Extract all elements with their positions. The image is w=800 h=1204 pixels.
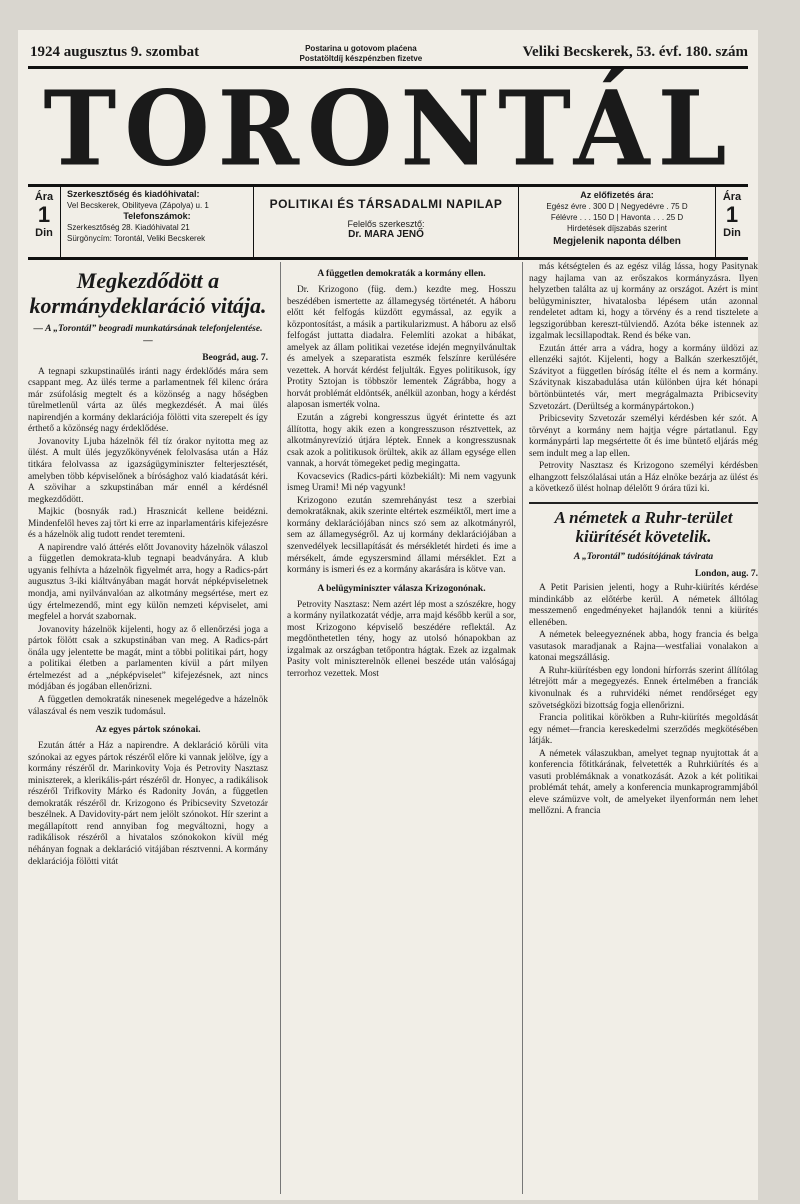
postal-note-line: Postarina u gotovom plaćena [305, 44, 417, 53]
divider [529, 502, 758, 504]
article-byline: A „Torontál” tudósítójának távirata [573, 551, 714, 562]
price-value: 1 [725, 202, 739, 227]
editor-label: Felelős szerkesztő: [347, 219, 425, 229]
paragraph: A független demokraták ninesenek megelégedve a házelnök válaszával és nem veszik tudomásul. [28, 694, 268, 717]
price-value: 1 [37, 202, 51, 227]
office-info [61, 187, 254, 257]
paragraph: Pribicsevity Szvetozár személyi kérdésben kér szót. A törvényt a kormány nem hajtja végre pártatlanul. Egy kormánypárti lap megsértette őt és ime büntető eljárás még sem indult meg a lap ellen. [529, 414, 758, 459]
column-1 [28, 262, 268, 1194]
paragraph: Jovanovity házelnök kijelenti, hogy az ő ellenőrzési joga a pártok fölött csak a szkupstinában van meg. A Radics-párt önála ugy jelentette be magát, mint a többi politikai párt, hogy a politikai életben a parlamenten kívül a párt milyen értelmezést ad a „népképviselet” kifejezésnek, azt nincs módjában és jogában ellenőrizni. [28, 624, 268, 693]
postal-note-line: Postatöltdíj készpénzben fizetve [299, 54, 423, 63]
paragraph: más kétségtelen és az egész világ lássa, hogy Pasitynak nagy hajlama van az erőszakos kormányzásra. Ilyen helyzetben találta az uj kormány az országot. Azért is mint belügyminiszter, hivatalosba lépésem után azonnal rendeletet adtam ki, hogy a törvény és a rend tisztelete a legszigorúbban kereszt-tülviendő. Azóta béke istennek az izgalmak lecsillapodtak. Rend és béke van. [529, 262, 758, 342]
info-bar [28, 184, 748, 260]
paper-subtitle [254, 187, 519, 257]
paragraph: Petrovity Nasztasz: Nem azért lép most a szószékre, hogy a kormány nyilatkozatát védje, arra majd később kerül a sor, most Krizogono képviselő beszédére reflektál. Az megdönthetetlen tény, hogy az utolsó hónapokban az izgalmak az országban tetőpontra hágtak. Ezek az izgalmak Pasity volt miniszterelnök ellenei beszéde után valóságaj terrorhoz vezettek. Most [287, 599, 516, 679]
issue-date: 1924 augusztus 9. szombat [30, 44, 200, 60]
masthead-title: TORONTÁL [43, 69, 735, 190]
ads-note: Hirdetések díjszabás szerint [566, 224, 668, 233]
paragraph: A Petit Parisien jelenti, hogy a Ruhr-kiürítés kérdése mindinkább az előtérbe kerül. A németek álltólag messzemenő engedményeket hajlandók tenni a kiürítés ellenében. [529, 583, 758, 628]
paragraph: Petrovity Nasztasz és Krizogono személyi kérdésben elhangzott felszólalásai után a Ház elnöke bezárja az ülést és a következő ülést holnap délelőtt 9 órára tűzi ki. [529, 461, 758, 495]
article-headline: A németek a Ruhr-terület kiürítését követelik. [554, 507, 733, 546]
subscription-line: Félévre . . . 150 D | Havonta . . . 25 D [550, 213, 684, 222]
office-heading: Szerkesztőség és kiadóhivatal: [67, 189, 200, 199]
paragraph: A németek válaszukban, amelyet tegnap nyujtottak át a konferencia főtitkárának, felvetették a Ruhrkiürítés és a vasuti problémáknak a vonatkozását. Azok a két politikai problémát tehát, amely a konferencia munkaprogrammjából eleve számüzve volt, de amelyeket ilyenformán nem lehet mellőzni. A francia [529, 748, 758, 817]
subheading: Az egyes pártok szónokai. [95, 725, 201, 736]
paragraph: Francia politikai körökben a Ruhr-kiürítés megoldását egy német—francia kereskedelmi szerződés megkötésében látják. [529, 713, 758, 747]
paragraph: A németek beleegyeznének abba, hogy francia és belga vasutasok maradjanak a Rajna—westfaliai vonalakon a katonai megszállásig. [529, 630, 758, 664]
office-address: Vel Becskerek, Obilityeva (Zápolya) u. 1 [67, 201, 209, 210]
postal-note [300, 44, 423, 64]
paragraph: Ezután áttér arra a vádra, hogy a kormány üldözi az ellenzéki sajtót. Kijelenti, hogy a Balkán szerkesztőjét, Szávityot a független bíróság ítélte el és nem a kormány. Szávitynak kiszabadulása után különben újra két hónapi börtönbüntetés vár, mert megrágalmazta Pribicsevity Szvetozárt. (Derültség a kormánypártokon.) [529, 343, 758, 412]
column-3 [522, 262, 758, 1194]
price-unit: Din [35, 227, 53, 239]
top-line [30, 44, 748, 66]
price-unit: Din [723, 227, 741, 239]
price-label: Ára [722, 191, 742, 203]
newspaper-page [18, 30, 758, 1200]
article-byline: — A „Torontál” beogradi munkatársának telefonjelentése. — [33, 324, 263, 346]
article-headline: Megkezdődött a kormánydeklaráció vitája. [29, 268, 267, 318]
subscription-heading: Az előfizetés ára: [580, 190, 654, 200]
paragraph: Ezután áttér a Ház a napirendre. A deklaráció körüli vita szónokai az egyes pártok részéről előre ki vannak jelölve, így a kormány részéről dr. Marinkovity Voja és Petrovity Nasztasz miniszterek, a klerikális-párt részéről dr. Honyec, a radikálisok részéről Trifkovity Márko és Radonity Jován, a független demokraták részéről dr. Krizogono és Pribicsevity Szvetozár beszélnek. A Davidovity-párt nem jelölt szónokot. Hír szerint a megállapított rend annyiban fog megváltozni, hogy a radikálisok részéről a hivatalos szónokokon kívül még néhányan fognak a deklaráció vitájában résztvenni. A kormány deklarációja fölötti vitát [28, 741, 268, 867]
subscription-line: Egész évre . 300 D | Negyedévre . 75 D [546, 202, 688, 211]
paragraph: Ezután a zágrebi kongresszus ügyét érintette és azt állította, hogy akik ezen a kongresszuson résztvettek, az alkotmányrevízió útjára léptek. Ennek a kongresszusnak csak azok a politikusok örültek, akik az állam egysége ellen vannak, a horvát tömegeket pedig megingatta. [287, 413, 516, 470]
paragraph: Majkic (bosnyák rad.) Hrasznicát kellene beidézni. Mindenfelől heves zaj tört ki erre az inparlamentáris kifejezésre és a házelnök alig tudott rendet teremteni. [28, 507, 268, 541]
paragraph: A napirendre való áttérés előtt Jovanovity házelnök válaszol a független demokrata-klub tegnapi beadványára. A klub ugyanis felhívta a házelnök figyelmét arra, hogy a Radics-párt augusztus 3-iki kiáltványában magát horvát népképviseletnek mondja, ami nyilvánvalóan az alkotmány megsértése, mert ez úgy értelmezendő, mint egy külön nemzeti képviselet, ami megfelel a horvát szabornak. [28, 542, 268, 623]
paragraph: A tegnapi szkupstinaülés iránti nagy érdeklődés mára sem csappant meg. Az ülés terme a parlamentnek fél kilenc órára már zsúfolásig megtelt és a közönség a nagy hőségben türelmetlenül várta az ülés megkezdését. A mai ülés napirendjén a kormány deklarációja fölötti vita szerepelt és így érthető a közönség nagy érdeklődése. [28, 366, 268, 435]
paragraph: Jovanovity Ljuba házelnök fél tíz órakor nyitotta meg az ülést. A mult ülés jegyzőkönyvének felolvasása után a Ház titkára felolvassa az igazságügyminiszter felterjesztését, amelyben több képviselőnek a bírósághoz való kiadatását kéri. A szövihar a szkupstinában már ennél a kérdésnél megkezdődött. [28, 436, 268, 505]
article-dateline: Beográd, aug. 7. [202, 353, 268, 364]
subscription-info [519, 187, 716, 257]
editor-name: Dr. MARA JENŐ [348, 229, 424, 240]
paragraph: A Ruhr-kiürítésben egy londoni hírforrás szerint állítólag létrejött már a megegyezés. Ennek értelmében a franciák kivonulnak és a ruhrvidéki német rendőrséget egy szövetségközi bizottság fogja ellenőrizni. [529, 665, 758, 711]
paragraph: Kovacsevics (Radics-párti közbekiált): Mi nem vagyunk ismeg Urami! Mi nép vagyunk! [287, 471, 516, 494]
issue-number: Veliki Becskerek, 53. évf. 180. szám [522, 44, 748, 60]
subheading: A belügyminiszter válasza Krizogonónak. [317, 583, 486, 594]
price-box-right [716, 187, 748, 257]
phones-heading: Telefonszámok: [123, 211, 191, 221]
daily-note: Megjelenik naponta délben [553, 236, 681, 247]
price-label: Ára [34, 191, 54, 203]
column-2 [280, 262, 516, 1194]
paragraph: Krizogono ezután szemrehányást tesz a szerbiai demokratáknak, akik szerinte eltértek eszméiktől, mert ime a kormány deklarációjában nincs szó sem az alkotmányról, sem az államegységről. Az uj kormány deklarációjában a szenvedélyek lecsillapítását és mérsékletét hirdeti és ime a mérsékelt, ámde egyszersmind állami mérséklet. Ezt a kormány is ismeri és ez a kormány akarására is kötve van. [287, 495, 516, 576]
price-box-left [28, 187, 61, 257]
subheading: A független demokraták a kormány ellen. [317, 269, 486, 279]
article-dateline: London, aug. 7. [694, 569, 758, 580]
office-phones: Szerkesztőség 28. Kiadóhivatal 21 [67, 223, 190, 232]
article-columns [28, 262, 758, 1194]
paper-type: POLITIKAI ÉS TÁRSADALMI NAPILAP [269, 197, 503, 211]
office-telegram: Sürgönycím: Torontál, Veliki Becskerek [67, 234, 206, 243]
paragraph: Dr. Krizogono (füg. dem.) kezdte meg. Hosszu beszédében ismertette az államegység történetét. A háboru előtt két felfogás küzdött egymással, az egyik a központosítást, a másik a partikularizmust. A háboru az első felfogást juttatta diadalra. Felemlíti azokat a hibákat, amelyek az állam politikai vezetése idején megnyilvánultak és amelyek a szeparatista eszmék felszínre kerülésére vezettek. A horvát kérdést feljulták. Egyes politikusok, így Protity Sztojan is többször lementek Zágrábba, hogy a horvát problémát eldöntsék, anélkül azonban, hogy a kérdést alaposan ismerték volna. [287, 285, 516, 411]
